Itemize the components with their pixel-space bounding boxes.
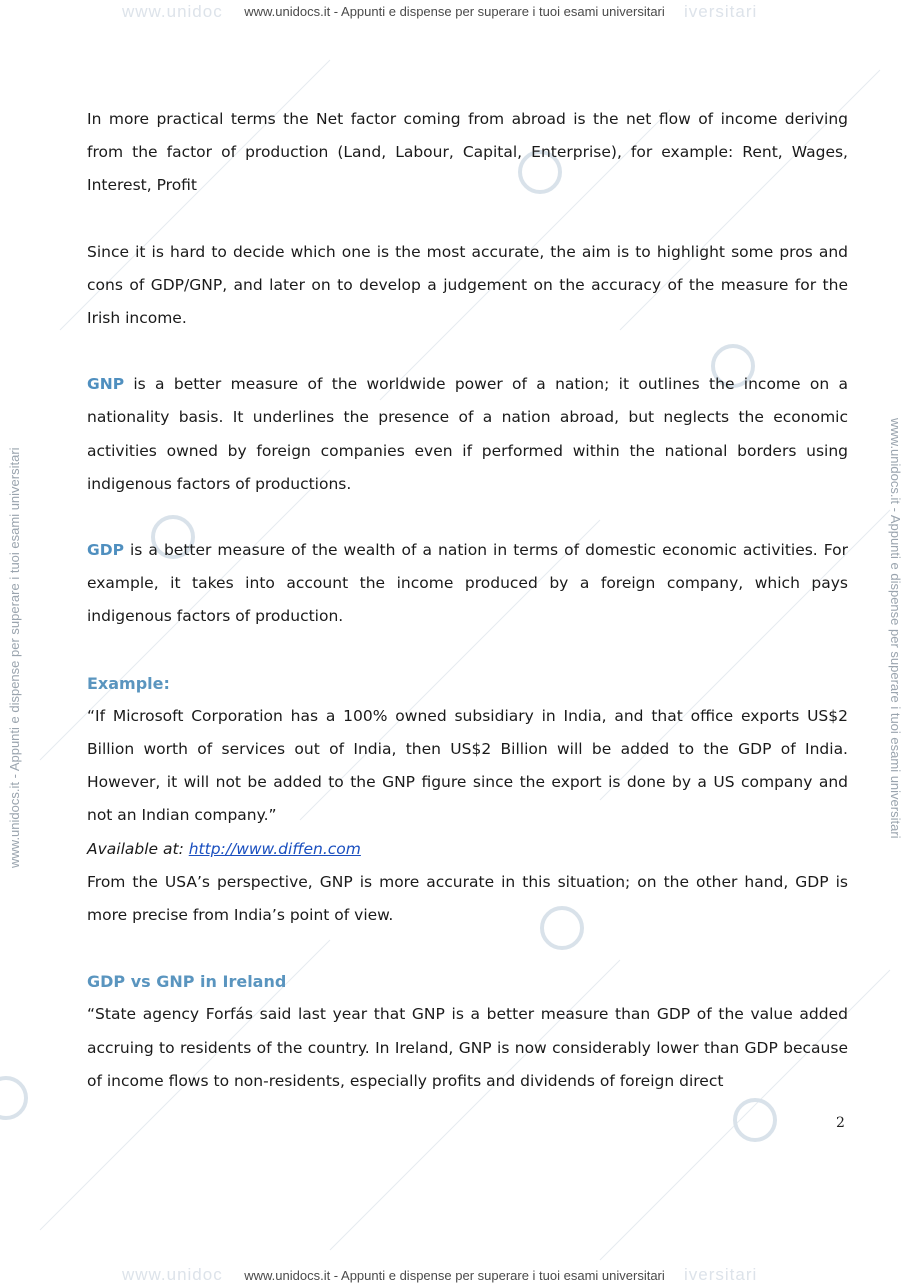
watermark-side-right: www.unidocs.it - Appunti e dispense per superare i tuoi esami universitari: [888, 418, 903, 839]
source-label: Available at:: [87, 839, 189, 858]
term-gdp: GDP: [87, 541, 124, 560]
paragraph-aim: Since it is hard to decide which one is the most accurate, the aim is to highlight some pros and cons of GDP/GNP, and later on to develop a judgement on the accuracy of the measure for the Irish income.: [87, 242, 848, 328]
watermark-footer: www.unidocs.it - Appunti e dispense per superare i tuoi esami universitari: [244, 1268, 665, 1283]
ireland-quote: “State agency Forfás said last year that GNP is a better measure than GDP of the value added accruing to residents of the country. In Ireland, GNP is now considerably lower than GDP because of income flows to non-residents, especially profits and dividends of foreign direct: [87, 1005, 848, 1090]
example-quote: “If Microsoft Corporation has a 100% owned subsidiary in India, and that office exports US$2 Billion worth of services out of India, then US$2 Billion will be added to the GDP of India. However, it will not be added to the GNP figure since the export is done by a US company and not an Indian company.”: [87, 706, 848, 825]
watermark-header: www.unidocs.it - Appunti e dispense per superare i tuoi esami universitari: [244, 4, 665, 19]
watermark-ghost-right: iversitari: [684, 2, 758, 21]
example-conclusion: From the USA’s perspective, GNP is more accurate in this situation; on the other hand, GDP is more precise from India’s point of view.: [87, 872, 848, 925]
watermark-side-left: www.unidocs.it - Appunti e dispense per superare i tuoi esami universitari: [7, 447, 22, 868]
example-source: [87, 833, 848, 866]
document-body: [87, 103, 848, 1098]
source-link[interactable]: http://www.diffen.com: [188, 839, 361, 858]
heading-example: Example:: [87, 673, 170, 693]
watermark-ghost-footer-right: iversitari: [684, 1265, 758, 1284]
paragraph-net-factor: In more practical terms the Net factor coming from abroad is the net flow of income deriving from the factor of production (Land, Labour, Capital, Enterprise), for example: Rent, Wages, Interest, Profit: [87, 110, 848, 195]
paragraph-gnp: [87, 368, 848, 501]
paragraph-gdp: [87, 534, 848, 634]
watermark-ghost-footer-left: www.unidoc: [122, 1265, 223, 1284]
gnp-description: is a better measure of the worldwide power of a nation; it outlines the income on a nationality basis. It underlines the presence of a nation abroad, but neglects the economic activities owned by foreign companies even if performed within the national borders using indigenous factors of productions.: [87, 375, 848, 493]
heading-ireland: GDP vs GNP in Ireland: [87, 972, 287, 992]
term-gnp: GNP: [87, 375, 125, 394]
gdp-description: is a better measure of the wealth of a nation in terms of domestic economic activities. For example, it takes into account the income produced by a foreign company, which pays indigenous factors of production.: [87, 541, 848, 626]
watermark-ghost-left: www.unidoc: [122, 2, 223, 21]
page-number: 2: [836, 1115, 845, 1131]
